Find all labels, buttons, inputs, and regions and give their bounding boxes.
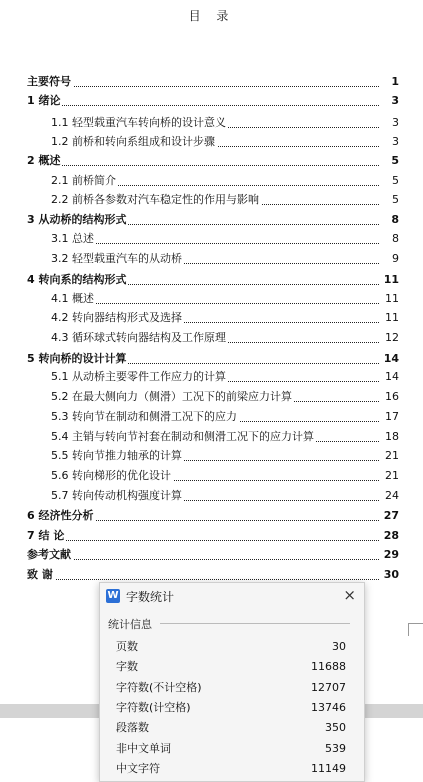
toc-entry-label: 1.1 轻型载重汽车转向桥的设计意义 xyxy=(51,116,226,129)
toc-entry-label: 4.2 转向器结构形式及选择 xyxy=(51,311,182,324)
stat-value: 30 xyxy=(332,640,346,653)
toc-entry-page: 21 xyxy=(379,448,399,464)
stat-label: 字符数(计空格) xyxy=(116,700,191,714)
section-divider xyxy=(160,623,350,624)
toc-entry[interactable] xyxy=(0,134,423,150)
toc-entry[interactable] xyxy=(0,153,423,169)
close-icon[interactable]: × xyxy=(343,586,356,604)
toc-entry[interactable] xyxy=(0,272,423,288)
toc-entry-page: 21 xyxy=(379,468,399,484)
toc-entry[interactable] xyxy=(0,547,423,563)
toc-entry[interactable] xyxy=(0,192,423,208)
toc-entry[interactable] xyxy=(0,567,423,583)
toc-entry[interactable] xyxy=(0,488,423,504)
toc-entry-page: 3 xyxy=(379,93,399,109)
stat-label: 非中文单词 xyxy=(116,741,171,755)
toc-entry-label: 4.1 概述 xyxy=(51,292,94,305)
stat-value: 11688 xyxy=(311,660,346,674)
toc-entry-label: 5.5 转向节推力轴承的计算 xyxy=(51,449,182,462)
toc-title: 目 录 xyxy=(188,9,235,23)
toc-entry-page: 3 xyxy=(379,115,399,131)
toc-entry[interactable] xyxy=(0,389,423,405)
toc-entry-label: 4.3 循环球式转向器结构及工作原理 xyxy=(51,331,226,344)
stat-value: 539 xyxy=(325,741,346,755)
toc-entry-label: 6 经济性分析 xyxy=(27,509,94,522)
stat-value: 11149 xyxy=(311,761,346,775)
toc-entry[interactable] xyxy=(0,369,423,385)
toc-entry-label: 4 转向系的结构形式 xyxy=(27,273,127,286)
toc-entry-page: 29 xyxy=(379,547,399,563)
toc-entry[interactable] xyxy=(0,212,423,228)
toc-leader-dots xyxy=(27,74,397,87)
toc-entry-label: 5.2 在最大侧向力（侧滑）工况下的前梁应力计算 xyxy=(51,390,292,403)
toc-entry[interactable] xyxy=(0,74,423,90)
toc-entry-page: 11 xyxy=(379,272,399,288)
toc-entry[interactable] xyxy=(0,291,423,307)
toc-entry[interactable] xyxy=(0,93,423,109)
toc-entry-label: 5.1 从动桥主要零件工作应力的计算 xyxy=(51,370,226,383)
toc-leader-dots xyxy=(27,528,397,541)
stat-value: 13746 xyxy=(311,700,346,714)
stat-row xyxy=(116,678,346,698)
toc-entry-page: 14 xyxy=(379,369,399,385)
toc-entry-page: 28 xyxy=(379,528,399,544)
toc-entry[interactable] xyxy=(0,429,423,445)
dialog-header[interactable] xyxy=(100,583,364,609)
toc-entry-label: 2.2 前桥各参数对汽车稳定性的作用与影响 xyxy=(51,193,259,206)
toc-entry-label: 2 概述 xyxy=(27,154,61,167)
toc-entry[interactable] xyxy=(0,528,423,544)
toc-entry-page: 8 xyxy=(379,231,399,247)
toc-leader-dots xyxy=(51,231,397,244)
toc-entry-page: 8 xyxy=(379,212,399,228)
toc-entry-label: 致 谢 xyxy=(27,568,53,581)
toc-entry-page: 24 xyxy=(379,488,399,504)
toc-entry[interactable] xyxy=(0,115,423,131)
toc-entry-page: 12 xyxy=(379,330,399,346)
page-corner-mark xyxy=(408,623,423,636)
toc-leader-dots xyxy=(27,567,397,580)
toc-entry[interactable] xyxy=(0,409,423,425)
toc-entry-page: 27 xyxy=(379,508,399,524)
dialog-title: 字数统计 xyxy=(126,590,175,604)
toc-entry-label: 1 绪论 xyxy=(27,94,61,107)
toc-entry-label: 3 从动桥的结构形式 xyxy=(27,213,127,226)
toc-entry-label: 5.3 转向节在制动和侧滑工况下的应力 xyxy=(51,410,237,423)
toc-entry-label: 3.1 总述 xyxy=(51,232,94,245)
section-label: 统计信息 xyxy=(108,618,152,631)
toc-entry[interactable] xyxy=(0,448,423,464)
toc-entry[interactable] xyxy=(0,508,423,524)
stat-row xyxy=(116,718,346,738)
toc-entry[interactable] xyxy=(0,351,423,367)
toc-entry-label: 7 结 论 xyxy=(27,529,65,542)
toc-entry[interactable] xyxy=(0,310,423,326)
toc-entry-page: 14 xyxy=(379,351,399,367)
stat-label: 字符数(不计空格) xyxy=(116,680,202,694)
toc-entry[interactable] xyxy=(0,251,423,267)
stat-label: 中文字符 xyxy=(116,761,160,775)
stat-row xyxy=(116,739,346,759)
toc-entry-page: 5 xyxy=(379,153,399,169)
stat-label: 字数 xyxy=(116,660,138,674)
toc-entry-page: 9 xyxy=(379,251,399,267)
stat-value: 350 xyxy=(325,721,346,735)
toc-entry-page: 30 xyxy=(379,567,399,583)
toc-entry-label: 5.6 转向梯形的优化设计 xyxy=(51,469,171,482)
stat-value: 12707 xyxy=(311,680,346,694)
toc-leader-dots xyxy=(27,547,397,560)
wps-writer-icon: W xyxy=(107,590,119,601)
toc-entry-label: 3.2 轻型载重汽车的从动桥 xyxy=(51,252,182,265)
stat-label: 页数 xyxy=(116,640,138,653)
toc-entry-page: 1 xyxy=(379,74,399,90)
toc-entry-page: 18 xyxy=(379,429,399,445)
toc-entry-label: 1.2 前桥和转向系组成和设计步骤 xyxy=(51,135,215,148)
stat-row xyxy=(116,759,346,779)
toc-entry-page: 11 xyxy=(379,291,399,307)
word-count-dialog xyxy=(99,582,365,782)
stat-label: 段落数 xyxy=(116,721,149,735)
toc-entry-label: 参考文献 xyxy=(27,548,71,561)
stat-row xyxy=(116,657,346,677)
toc-entry[interactable] xyxy=(0,173,423,189)
toc-entry-page: 5 xyxy=(379,192,399,208)
toc-entry-label: 主要符号 xyxy=(27,75,71,88)
toc-leader-dots xyxy=(51,291,397,304)
toc-entry-label: 5.7 转向传动机构强度计算 xyxy=(51,489,182,502)
stat-row xyxy=(116,637,346,657)
toc-entry-page: 5 xyxy=(379,173,399,189)
toc-entry-page: 17 xyxy=(379,409,399,425)
toc-entry-page: 11 xyxy=(379,310,399,326)
toc-entry-label: 5 转向桥的设计计算 xyxy=(27,352,127,365)
toc-entry-page: 16 xyxy=(379,389,399,405)
toc-entry-label: 5.4 主销与转向节衬套在制动和侧滑工况下的应力计算 xyxy=(51,430,314,443)
stat-row xyxy=(116,698,346,718)
toc-entry-page: 3 xyxy=(379,134,399,150)
toc-entry[interactable] xyxy=(0,330,423,346)
toc-leader-dots xyxy=(27,93,397,106)
toc-entry[interactable] xyxy=(0,468,423,484)
toc-entry-label: 2.1 前桥简介 xyxy=(51,174,116,187)
toc-entry[interactable] xyxy=(0,231,423,247)
toc-leader-dots xyxy=(27,153,397,166)
